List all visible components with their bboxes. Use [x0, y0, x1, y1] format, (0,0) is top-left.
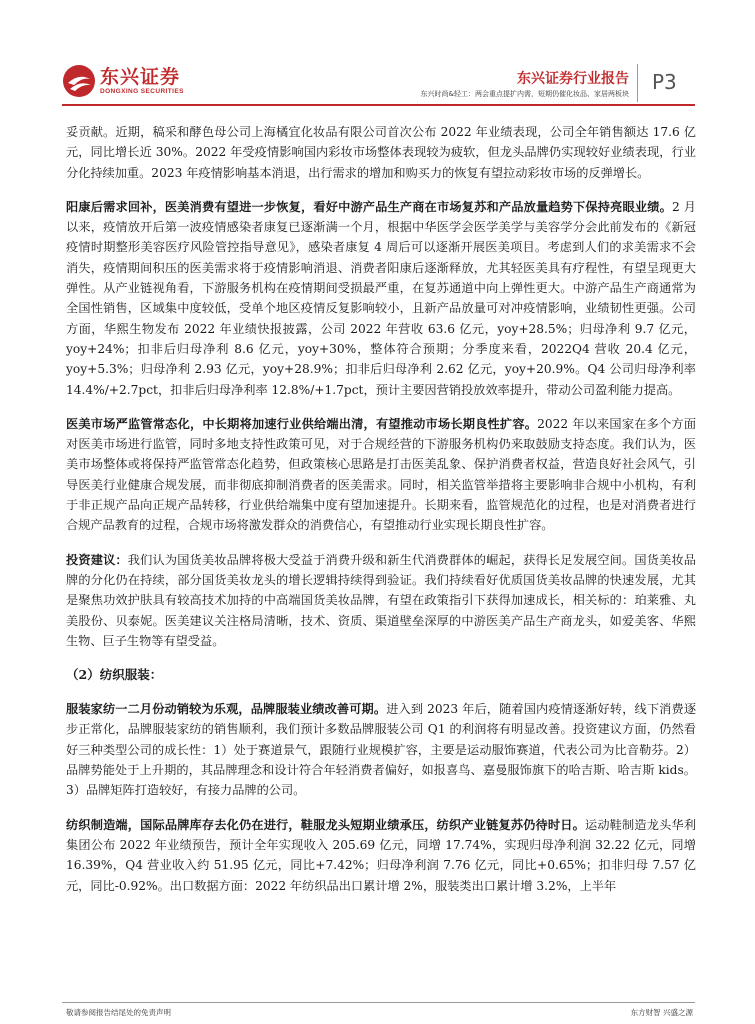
- company-logo: [62, 64, 184, 98]
- paragraph-apparel: 服装家纺一二月份动销较为乐观，品牌服装业绩改善可期。进入到 2023 年后，随着国内疫情逐渐好转，线下消费逐步正常化，品牌服装家纺的销售顺利，我们预计多数品牌服装公司 Q1 的利润将有明显改善。投资建议方面，仍然看好三种类型公司的成长性：1）处于赛道景气，跟随行业规模扩容，主要是运动服饰赛道，代表公司为比音勒芬。2）品牌势能处于上升期的，其品牌理念和设计符合年轻消费者偏好，如报喜鸟、嘉曼服饰旗下的哈吉斯、哈吉斯 kids。3）品牌矩阵打造较好，有接力品牌的公司。: [66, 702, 697, 798]
- logo-chinese-name: 东兴证券: [100, 66, 181, 88]
- paragraph-lead: 服装家纺一二月份动销较为乐观，品牌服装业绩改善可期。: [66, 702, 387, 717]
- paragraph-medical-aesthetics-recovery: 阳康后需求回补，医美消费有望进一步恢复，看好中游产品生产商在市场复苏和产品放量趋势下保持亮眼业绩。2 月以来，疫情放开后第一波疫情感染者康复已逐渐满一个月，根据中华医学会医学美学与美容学分会此前发布的《新冠疫情时期整形美容医疗风险管控指导意见》，感染者康复 4 周后可以逐渐开展医美项目。考虑到人们的求美需求不会消失，疫情期间积压的医美需求将于疫情影响消退、消费者阳康后逐渐释放，尤其轻医美具有疗程性，有望呈现更大弹性。从产业链视角看，下游服务机构在疫情期间受损最严重，在复苏通道中向上弹性更大。中游产品生产商通常为全国性销售，区域集中度较低，受单个地区疫情反复影响较小，且新产品放量可对冲疫情影响，业绩韧性更强。公司方面，华熙生物发布 2022 年业绩快报披露，公司 2022 年营收 63.6 亿元，yoy+28.5%；归母净利 9.7 亿元，yoy+24%；扣非后归母净利 8.6 亿元，yoy+30%，整体符合预期；分季度来看，2022Q4 营收 20.4 亿元，yoy+5.3%；归母净利 2.93 亿元，yoy+28.9%；扣非后归母净利 2.62 亿元，yoy+20.9%。Q4 公司归母净利率 14.4%/+2.7pct，扣非后归母净利率 12.8%/+1.7pct，预计主要因营销投放效率提升，带动公司盈利能力提高。: [66, 199, 696, 397]
- paragraph-cosmetics: 妥贡献。近期，稿采和酵色母公司上海橘宜化妆品有限公司首次公布 2022 年业绩表现，公司全年销售额达 17.6 亿元，同比增长近 30%。2022 年受疫情影响国内彩妆市场整体表现较为疲软，但龙头品牌仍实现较好业绩表现，行业分化持续加重。2023 年疫情影响基本消退，出行需求的增加和购买力的恢复有望拉动彩妆市场的反弹增长。: [66, 125, 696, 180]
- paragraph-lead: 阳康后需求回补，医美消费有望进一步恢复，看好中游产品生产商在市场复苏和产品放量趋势下保持亮眼业绩。: [66, 199, 672, 214]
- section-heading-textile-apparel: （2）纺织服装：: [66, 667, 163, 683]
- logo-english-name: DONGXING SECURITIES: [100, 88, 184, 95]
- header-divider: [637, 64, 638, 102]
- report-subtitle: 东兴时尚&轻工：两会重点提扩内需，短期仍催化妆品、家居两板块: [420, 90, 629, 98]
- header-rule: [62, 104, 695, 106]
- paragraph-lead: 纺织制造端，国际品牌库存去化仍在进行，鞋服龙头短期业绩承压，纺织产业链复苏仍待时日。: [66, 817, 585, 832]
- paragraph-investment-advice: 投资建议：我们认为国货美妆品牌将极大受益于消费升级和新生代消费群体的崛起，获得长足发展空间。国货美妆品牌的分化仍在持续，部分国货美妆龙头的增长逻辑持续得到验证。我们持续看好优质国货美妆品牌的快速发展，尤其是聚焦功效护肤具有较高技术加持的中高端国货美妆品牌，有望在政策指引下获得加速成长，相关标的：珀莱雅、丸美股份、贝泰妮。医美建议关注格局清晰，技术、资质、渠道壁垒深厚的中游医美产品生产商龙头，如爱美客、华熙生物、巨子生物等有望受益。: [66, 552, 696, 648]
- footer-disclaimer: 敬请参阅报告结尾处的免责声明: [66, 1008, 171, 1017]
- footer-rule: [62, 1002, 695, 1003]
- report-title: 东兴证券行业报告: [517, 71, 629, 87]
- report-body: [66, 122, 696, 910]
- paragraph-textile-manufacturing: 纺织制造端，国际品牌库存去化仍在进行，鞋服龙头短期业绩承压，纺织产业链复苏仍待时日。运动鞋制造龙头华利集团公布 2022 年业绩预告，预计全年实现收入 205.69 亿元，同增 17.74%，实现归母净利润 32.22 亿元，同增 16.39%，Q4 营业收入约 51.95 亿元，同比+7.42%；归母净利润 7.76 亿元，同比+0.65%；扣非归母 7.57 亿元，同比-0.92%。出口数据方面：2022 年纺织品出口累计增 2%，服装类出口累计增 3.2%，上半年: [66, 817, 697, 893]
- paragraph-regulation: 医美市场严监管常态化，中长期将加速行业供给端出清，有望推动市场长期良性扩容。2022 年以来国家在多个方面对医美市场进行监管，同时多地支持性政策可见，对于合规经营的下游服务机构仍来取鼓励支持态度。我们认为，医美市场整体或将保持严监管常态化趋势，但政策核心思路是打击医美乱象、保护消费者权益，营造良好社会风气，引导医美行业健康合规发展，而非彻底抑制消费者的医美需求。同时，相关监管举措将主要影响非合规中小机构，有利于非正规产品向正规产品转移，行业供给端集中度有望加速提升。长期来看，监管规范化的过程，也是对消费者进行合规产品教育的过程，合规市场将激发群众的消费信心，有望推动行业实现长期良性扩容。: [66, 416, 697, 533]
- dongxing-logo-icon: [62, 64, 96, 98]
- paragraph-lead: 投资建议：: [66, 552, 128, 567]
- page-number: P3: [652, 70, 677, 94]
- paragraph-lead: 医美市场严监管常态化，中长期将加速行业供给端出清，有望推动市场长期良性扩容。: [66, 416, 538, 431]
- footer-slogan: 东方财智 兴盛之源: [630, 1008, 693, 1017]
